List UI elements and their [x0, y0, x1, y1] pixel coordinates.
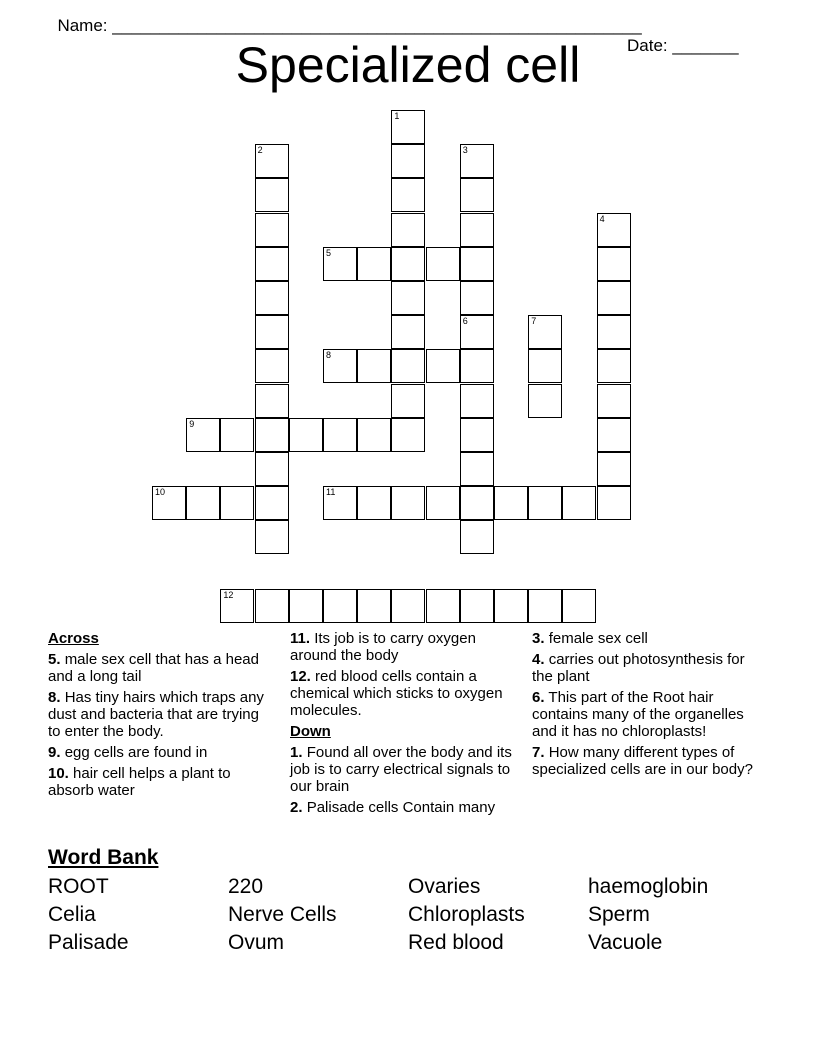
clue-down-4: 4. carries out photosynthesis for the plant: [532, 651, 745, 685]
crossword-cell[interactable]: [528, 486, 562, 520]
crossword-cell[interactable]: [255, 486, 289, 520]
crossword-cell[interactable]: [460, 247, 494, 281]
crossword-cell[interactable]: [391, 178, 425, 212]
crossword-cell[interactable]: [220, 486, 254, 520]
crossword-cell[interactable]: [494, 589, 528, 623]
clue-number: 12: [223, 589, 234, 600]
crossword-cell[interactable]: [255, 213, 289, 247]
crossword-cell[interactable]: [357, 589, 391, 623]
crossword-cell[interactable]: [426, 247, 460, 281]
clue-down-7: 7. How many different types of specialized cells are in our body?: [532, 744, 753, 778]
crossword-cell[interactable]: [391, 110, 425, 144]
word-bank-item: ROOT: [48, 875, 109, 898]
crossword-cell[interactable]: [597, 452, 631, 486]
crossword-cell[interactable]: [391, 384, 425, 418]
crossword-cell[interactable]: [289, 418, 323, 452]
crossword-cell[interactable]: [528, 384, 562, 418]
crossword-cell[interactable]: [323, 247, 357, 281]
crossword-cell[interactable]: [528, 349, 562, 383]
clues-column-3: [532, 630, 764, 782]
crossword-cell[interactable]: [426, 589, 460, 623]
crossword-cell[interactable]: [597, 213, 631, 247]
crossword-cell[interactable]: [220, 418, 254, 452]
crossword-cell[interactable]: [391, 349, 425, 383]
crossword-cell[interactable]: [460, 589, 494, 623]
crossword-cell[interactable]: [391, 213, 425, 247]
crossword-cell[interactable]: [460, 452, 494, 486]
crossword-cell[interactable]: [460, 349, 494, 383]
crossword-cell[interactable]: [255, 144, 289, 178]
crossword-cell[interactable]: [220, 589, 254, 623]
crossword-cell[interactable]: [255, 281, 289, 315]
clue-across-8: 8. Has tiny hairs which traps any dust and bacteria that are trying to enter the body.: [48, 689, 264, 740]
clue-down-3: 3. female sex cell: [532, 630, 648, 647]
crossword-cell[interactable]: [528, 315, 562, 349]
clue-across-9: 9. egg cells are found in: [48, 744, 208, 761]
word-bank-item: Vacuole: [588, 931, 663, 954]
crossword-cell[interactable]: [357, 486, 391, 520]
crossword-cell[interactable]: [528, 589, 562, 623]
crossword-cell[interactable]: [391, 486, 425, 520]
crossword-cell[interactable]: [255, 247, 289, 281]
crossword-cell[interactable]: [323, 589, 357, 623]
crossword-cell[interactable]: [426, 486, 460, 520]
word-bank-item: Ovum: [228, 931, 285, 954]
crossword-cell[interactable]: [357, 247, 391, 281]
crossword-cell[interactable]: [255, 384, 289, 418]
crossword-cell[interactable]: [597, 486, 631, 520]
crossword-cell[interactable]: [255, 589, 289, 623]
crossword-cell[interactable]: [494, 486, 528, 520]
clue-number: 8: [326, 350, 332, 361]
crossword-cell[interactable]: [562, 589, 596, 623]
word-bank-item: Celia: [48, 903, 96, 926]
crossword-cell[interactable]: [186, 418, 220, 452]
crossword-cell[interactable]: [597, 418, 631, 452]
clue-down-6: 6. This part of the Root hair contains many of the organelles and it has no chloroplasts!: [532, 689, 744, 740]
crossword-cell[interactable]: [597, 384, 631, 418]
crossword-cell[interactable]: [391, 315, 425, 349]
clues-column-1: [48, 630, 270, 803]
clue-number: 5: [326, 247, 332, 258]
crossword-cell[interactable]: [460, 144, 494, 178]
crossword-cell[interactable]: [460, 213, 494, 247]
word-bank-item: Sperm: [588, 903, 650, 926]
crossword-cell[interactable]: [323, 418, 357, 452]
clue-across-5: 5. male sex cell that has a head and a long tail: [48, 651, 259, 685]
crossword-cell[interactable]: [460, 315, 494, 349]
crossword-cell[interactable]: [391, 144, 425, 178]
across-heading: Across: [48, 630, 99, 647]
crossword-cell[interactable]: [391, 247, 425, 281]
crossword-cell[interactable]: [562, 486, 596, 520]
crossword-cell[interactable]: [426, 349, 460, 383]
crossword-cell[interactable]: [460, 178, 494, 212]
crossword-cell[interactable]: [255, 349, 289, 383]
clue-across-12: 12. red blood cells contain a chemical which sticks to oxygen molecules.: [290, 668, 503, 719]
word-bank-item: Chloroplasts: [408, 903, 525, 926]
crossword-cell[interactable]: [186, 486, 220, 520]
clue-across-11: 11. Its job is to carry oxygen around the body: [290, 630, 476, 664]
down-heading: Down: [290, 723, 331, 740]
clue-number: 2: [257, 145, 263, 156]
crossword-cell[interactable]: [289, 589, 323, 623]
crossword-cell[interactable]: [357, 349, 391, 383]
word-bank-item: 220: [228, 875, 264, 898]
crossword-cell[interactable]: [597, 349, 631, 383]
crossword-cell[interactable]: [357, 418, 391, 452]
crossword-cell[interactable]: [391, 418, 425, 452]
clues-column-2: [290, 630, 522, 820]
crossword-cell[interactable]: [597, 315, 631, 349]
clue-number: 9: [189, 418, 195, 429]
crossword-cell[interactable]: [460, 520, 494, 554]
crossword-cell[interactable]: [152, 486, 186, 520]
crossword-cell[interactable]: [597, 281, 631, 315]
word-bank-item: haemoglobin: [588, 875, 709, 898]
date-field-label: Date: _______: [627, 36, 739, 55]
crossword-cell[interactable]: [460, 384, 494, 418]
clue-number: 10: [155, 487, 166, 498]
crossword-cell[interactable]: [460, 281, 494, 315]
crossword-cell[interactable]: [255, 315, 289, 349]
crossword-cell[interactable]: [323, 486, 357, 520]
clue-number: 3: [462, 145, 468, 156]
name-field-label: Name: ________________________________________________________: [57, 16, 642, 35]
crossword-cell[interactable]: [391, 281, 425, 315]
clue-across-10: 10. hair cell helps a plant to absorb water: [48, 765, 231, 799]
clue-down-1: 1. Found all over the body and its job is to carry electrical signals to our brain: [290, 744, 512, 795]
page-title: Specialized cell: [235, 37, 581, 93]
word-bank-item: Nerve Cells: [228, 903, 337, 926]
word-bank-title: Word Bank: [48, 846, 159, 869]
crossword-cell[interactable]: [255, 520, 289, 554]
clue-number: 4: [599, 213, 605, 224]
clue-down-2: 2. Palisade cells Contain many: [290, 799, 496, 816]
crossword-cell[interactable]: [391, 589, 425, 623]
word-bank-item: Palisade: [48, 931, 129, 954]
word-bank-item: Red blood: [408, 931, 504, 954]
crossword-cell[interactable]: [255, 452, 289, 486]
word-bank-item: Ovaries: [408, 875, 481, 898]
clue-number: 11: [326, 487, 336, 498]
clue-number: 7: [531, 316, 537, 327]
crossword-cell[interactable]: [255, 178, 289, 212]
crossword-cell[interactable]: [255, 418, 289, 452]
crossword-cell[interactable]: [460, 486, 494, 520]
clue-number: 1: [394, 111, 400, 121]
crossword-cell[interactable]: [460, 418, 494, 452]
crossword-cell[interactable]: [323, 349, 357, 383]
crossword-cell[interactable]: [597, 247, 631, 281]
clue-number: 6: [462, 316, 468, 327]
